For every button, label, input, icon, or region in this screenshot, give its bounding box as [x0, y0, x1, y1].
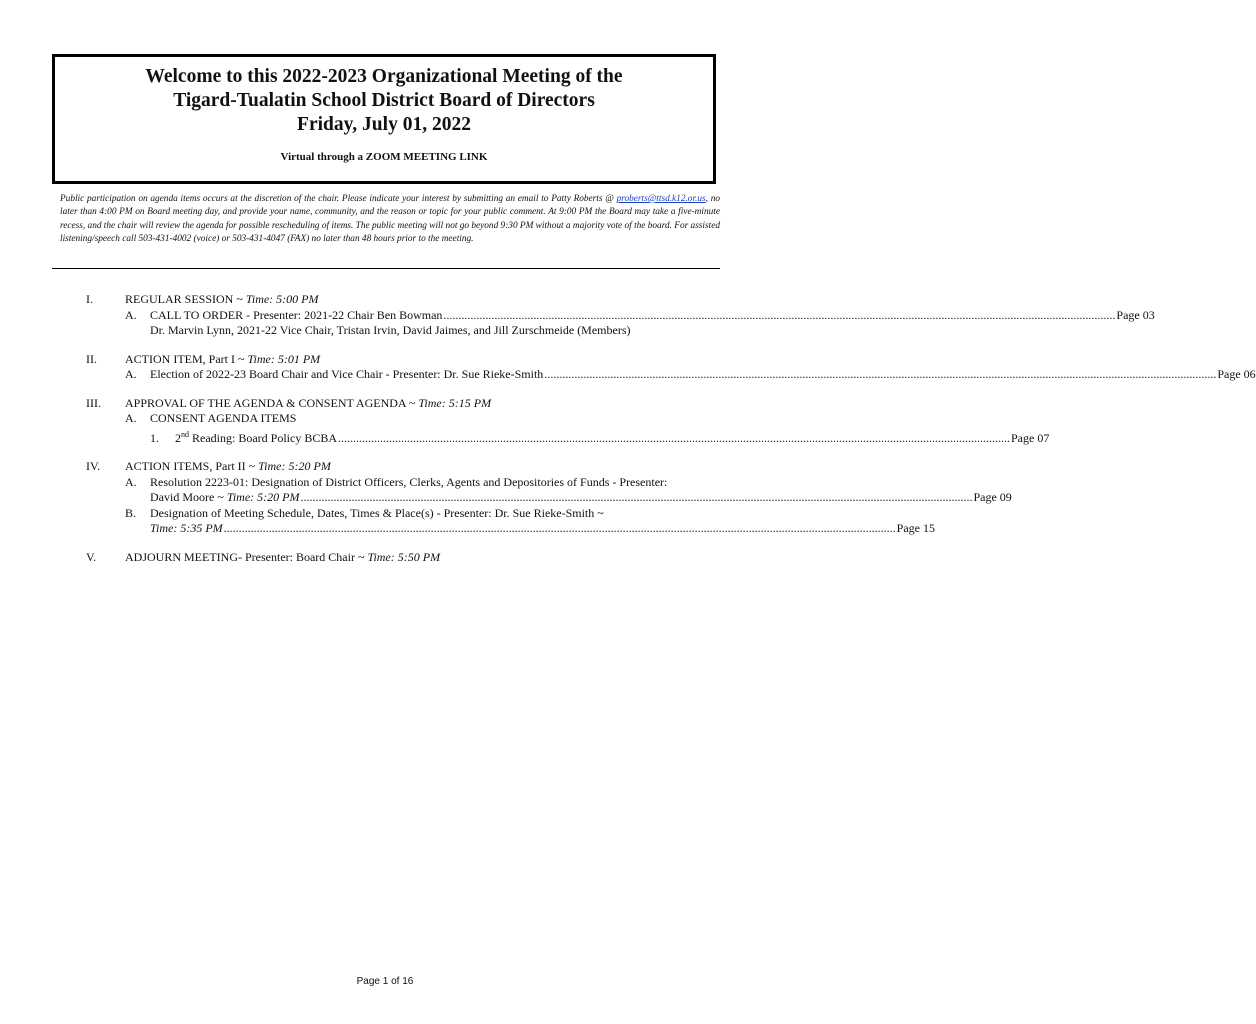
consent-agenda-items: CONSENT AGENDA ITEMS — [150, 411, 297, 425]
notice-text-after: , no later than 4:00 PM on Board meeting day, and provide your name, community, and the reason or topic for your public comment. At 9:00 PM the Board may take a five-minute recess, and the chair will review the agenda for possible rescheduling of items. The public meeting will not go beyond 9:30 PM without a majority vote of the board. For assisted listening/speech call 503-431-4002 (voice) or 503-431-4047 (FAX) no later than 48 hours prior to the meeting. — [60, 194, 721, 244]
agenda-item-election: Election of 2022-23 Board Chair and Vice Chair - Presenter: Dr. Sue Rieke-Smith ..... Page 06 — [150, 367, 1256, 383]
section-title: REGULAR SESSION ~ Time: 5:00 PM — [125, 292, 319, 306]
section-time: Time: 5:00 PM — [245, 292, 319, 306]
resolution-text: Resolution 2223-01: Designation of District Officers, Clerks, Agents and Depositories of Funds - Presenter: — [150, 474, 668, 489]
public-participation-notice — [60, 193, 720, 246]
item-letter: A. — [125, 474, 137, 489]
notice-text-before: Public participation on agenda items occurs at the discretion of the chair. Please indicate your interest by submitting an email to Patty Roberts @ — [60, 194, 617, 204]
agenda-item-meeting-schedule: Time: 5:35 PM ..... Page 15 — [150, 521, 935, 537]
page-ref: Page 15 — [896, 521, 935, 535]
page-ref: Page 03 — [1116, 307, 1155, 322]
section-time: Time: 5:15 PM — [418, 395, 492, 410]
page-footer: Page 1 of 16 — [356, 976, 414, 987]
section-title: APPROVAL OF THE AGENDA & CONSENT AGENDA ~ Time: 5:15 PM — [125, 395, 492, 410]
section-number: IV. — [86, 459, 101, 473]
item-letter: A. — [125, 367, 137, 381]
item-letter: B. — [125, 505, 137, 520]
title-box — [52, 54, 716, 184]
item-letter: A. — [125, 307, 137, 322]
agenda-section-3 — [60, 395, 1050, 447]
agenda-section-5 — [60, 550, 720, 566]
section-title: ADJOURN MEETING- Presenter: Board Chair ~ Time: 5:50 PM — [125, 549, 441, 564]
section-title: ACTION ITEM, Part I ~ Time: 5:01 PM — [125, 351, 321, 366]
agenda-item-resolution: David Moore ~ Time: 5:20 PM ..... Page 09 — [150, 490, 1012, 506]
members-line: Dr. Marvin Lynn, 2021-22 Vice Chair, Tristan Irvin, David Jaimes, and Jill Zurschmeide (Members) — [150, 323, 631, 337]
item-letter: A. — [125, 411, 137, 425]
agenda — [60, 292, 1256, 578]
section-number: II. — [86, 351, 97, 366]
section-time: Time: 5:50 PM — [367, 549, 441, 564]
title-line-2: Tigard-Tualatin School District Board of Directors — [173, 90, 595, 111]
section-number: I. — [86, 292, 93, 306]
title-line-1: Welcome to this 2022-2023 Organizational Meeting of the — [145, 66, 623, 87]
section-time: Time: 5:20 PM — [258, 459, 331, 473]
item-number: 1. — [150, 430, 159, 445]
section-title: ACTION ITEMS, Part II ~ Time: 5:20 PM — [125, 459, 331, 473]
agenda-section-4 — [60, 459, 1012, 537]
agenda-section-2 — [60, 351, 1256, 383]
section-time: Time: 5:01 PM — [247, 351, 321, 366]
section-number: III. — [86, 395, 101, 410]
agenda-item-policy-bcba: 2nd Reading: Board Policy BCBA ..... Page 07 — [175, 427, 1049, 447]
page-ref: Page 07 — [1011, 430, 1050, 445]
page-ref: Page 09 — [973, 490, 1012, 504]
meeting-schedule-text: Designation of Meeting Schedule, Dates, Times & Place(s) - Presenter: Dr. Sue Rieke-Smith ~ — [150, 505, 604, 520]
section-number: V. — [86, 549, 97, 564]
meeting-subtitle: Virtual through a ZOOM MEETING LINK — [280, 151, 488, 163]
title-line-3: Friday, July 01, 2022 — [297, 114, 471, 135]
email-link[interactable]: proberts@ttsd.k12.or.us — [616, 194, 706, 204]
page-ref: Page 06 — [1217, 367, 1256, 381]
agenda-item-call-to-order: CALL TO ORDER - Presenter: 2021-22 Chair Ben Bowman ..... Page 03 — [150, 308, 1155, 324]
divider — [52, 268, 720, 269]
agenda-section-1 — [60, 292, 1155, 339]
